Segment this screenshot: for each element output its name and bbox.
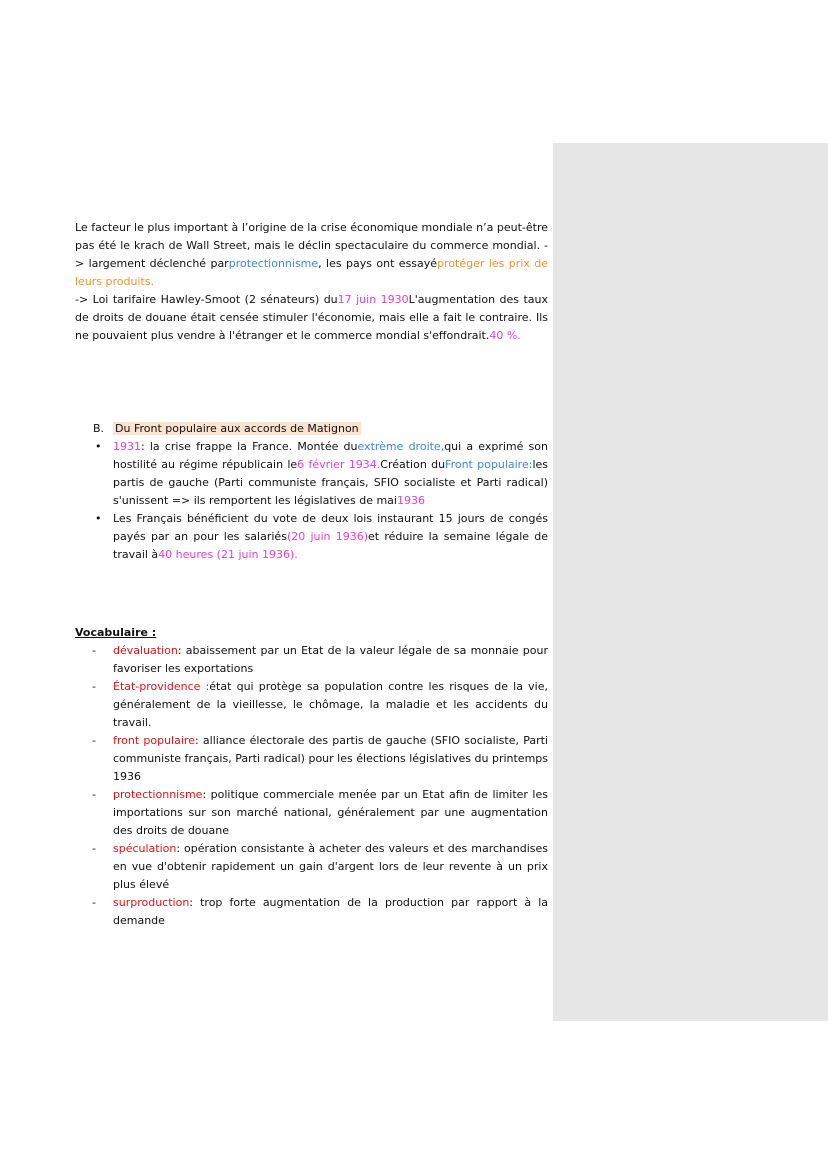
vocab-item (75, 642, 548, 678)
list-item (93, 438, 548, 510)
vocabulary-section (75, 624, 548, 930)
bullet-text: les partis de gauche (Parti communiste français, SFIO socialiste et Parti radical) s'unissent => ils remportent les législatives de mai (113, 458, 548, 507)
vocab-definition: : trop forte augmentation de la production par rapport à la demande (113, 896, 548, 927)
vocab-definition: état qui protège sa population contre les risques de la vie, généralement de la vieillesse, le chômage, la maladie et les accidents du travail. (113, 680, 548, 729)
vocab-item (75, 786, 548, 840)
comment-pane (553, 143, 828, 1021)
loi-explanation: L'augmentation des taux de droits de douane était censée stimuler l'économie, mais elle a fait le contraire. Ils ne pouvaient plus vendre à l'étranger et le commerce mondial s'effondrait. (75, 293, 548, 342)
year-1936: 1936 (396, 494, 425, 507)
bullet-icon: • (95, 512, 102, 525)
intro-text-mid: , les pays ont essayé (318, 257, 438, 270)
vocab-item (75, 732, 548, 786)
vocab-definition: : alliance électorale des partis de gauche (SFIO socialiste, Parti communiste français, Parti radical) pour les élections législatives du printemps 1936 (113, 734, 548, 783)
vocab-item (75, 894, 548, 930)
vocab-definition: : abaissement par un Etat de la valeur légale de sa monnaie pour favoriser les exportations (113, 644, 548, 675)
intro-text: Le facteur le plus important à l’origine de la crise économique mondiale n’a peut-être pas été le krach de Wall Street, mais le déclin spectaculaire du commerce mondial. -> largement déclenché par (75, 221, 548, 270)
bullet-text: et réduire la semaine légale de travail à (113, 530, 549, 561)
bullet-text: : la crise frappe la France. Montée du (141, 440, 358, 453)
proteger-highlight: protéger les prix de leurs produits. (75, 257, 549, 288)
vocab-term: spéculation (113, 842, 177, 855)
list-item (93, 510, 548, 564)
vocab-definition: : politique commerciale menée par un Etat afin de limiter les importations sur son marché national, généralement par une augmentation des droits de douane (113, 788, 548, 837)
vocab-term: front populaire (113, 734, 195, 747)
protectionnisme-highlight: protectionnisme (228, 257, 319, 270)
vocab-term: dévaluation (113, 644, 178, 657)
loi-date: 17 juin 1930 (337, 293, 409, 306)
year-1931: 1931 (113, 440, 141, 453)
dash-icon: - (92, 734, 96, 747)
section-heading (93, 420, 548, 438)
extreme-droite: extrème droite, (357, 440, 445, 453)
bullet-text: Création du (380, 458, 446, 471)
vocab-term: surproduction (113, 896, 190, 909)
vocab-item (75, 840, 548, 894)
bullet-icon: • (95, 440, 102, 453)
vocab-item (75, 678, 548, 732)
section-marker: B. (93, 422, 105, 435)
dash-icon: - (92, 644, 96, 657)
date-40-heures: 40 heures (21 juin 1936). (158, 548, 298, 561)
vocabulary-title: Vocabulaire : (75, 626, 157, 639)
bullet-list (93, 438, 548, 564)
date-20-juin: (20 juin 1936) (286, 530, 369, 543)
intro-paragraph-1 (75, 219, 548, 291)
percent-value: 40 %. (489, 329, 521, 342)
section-title: Du Front populaire aux accords de Matignon (115, 422, 359, 435)
vocab-term: État-providence : (113, 680, 210, 693)
vocabulary-list (75, 642, 548, 930)
bullet-text: qui a exprimé son hostilité au régime républicain le (113, 440, 548, 471)
intro-paragraph-2 (75, 291, 548, 345)
vocab-term: protectionnisme (113, 788, 203, 801)
section-b (93, 420, 548, 564)
intro-block (75, 219, 548, 345)
vocab-definition: : opération consistante à acheter des valeurs et des marchandises en vue d'obtenir rapidement un gain d'argent lors de leur revente à un prix plus élevé (113, 842, 548, 891)
date-1934: 6 février 1934. (297, 458, 381, 471)
front-populaire: Front populaire: (445, 458, 533, 471)
loi-text: -> Loi tarifaire Hawley-Smoot (2 sénateurs) du (75, 293, 338, 306)
dash-icon: - (92, 842, 96, 855)
dash-icon: - (92, 788, 96, 801)
dash-icon: - (92, 680, 96, 693)
bullet-text: Les Français bénéficient du vote de deux lois instaurant 15 jours de congés payés par an pour les salariés (113, 512, 548, 543)
dash-icon: - (92, 896, 96, 909)
